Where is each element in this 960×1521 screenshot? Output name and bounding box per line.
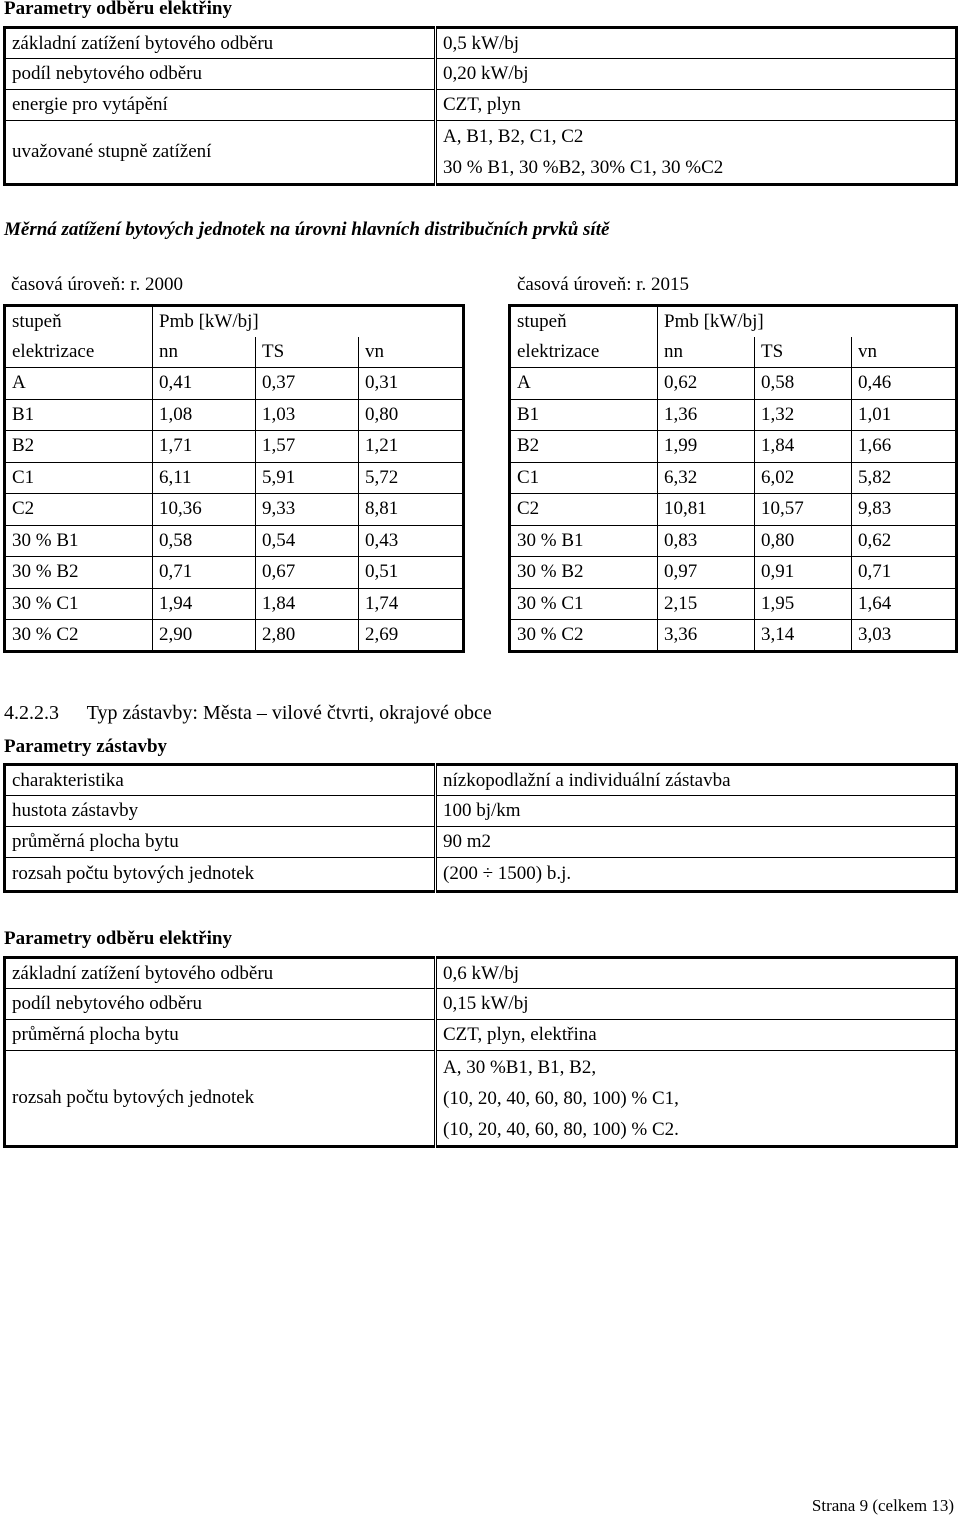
value-cell: 1,95 xyxy=(755,588,852,620)
value-cell: 2,80 xyxy=(256,620,359,652)
table-row xyxy=(510,588,957,620)
value-cell: 0,51 xyxy=(359,557,464,589)
table-row xyxy=(510,525,957,557)
row-label: B1 xyxy=(510,399,658,431)
table-row xyxy=(5,588,464,620)
value-cell: 1,36 xyxy=(658,399,755,431)
table-row xyxy=(5,827,957,858)
table-row xyxy=(5,368,464,400)
page-footer: Strana 9 (celkem 13) xyxy=(811,1496,954,1515)
value-cell: 0,43 xyxy=(359,525,464,557)
param-value-line: (10, 20, 40, 60, 80, 100) % C2. xyxy=(443,1118,679,1140)
section-title: Typ zástavby: Města – vilové čtvrti, okrajové obce xyxy=(86,702,492,724)
param-label: hustota zástavby xyxy=(5,796,436,827)
value-cell: 1,57 xyxy=(256,431,359,463)
param-value-line: 30 % B1, 30 %B2, 30% C1, 30 %C2 xyxy=(443,157,724,178)
value-cell: 1,21 xyxy=(359,431,464,463)
value-cell: 3,36 xyxy=(658,620,755,652)
row-label: 30 % B2 xyxy=(510,557,658,589)
value-cell: 1,32 xyxy=(755,399,852,431)
specific-load-heading: Měrná zatížení bytových jednotek na úrovni hlavních distribučních prvků sítě xyxy=(4,219,610,240)
param-label: průměrná plocha bytu xyxy=(5,1020,436,1051)
param-label: energie pro vytápění xyxy=(5,90,436,121)
table-row xyxy=(510,431,957,463)
table-row xyxy=(5,59,957,90)
param-value: 0,5 kW/bj xyxy=(436,28,957,59)
value-cell: 2,15 xyxy=(658,588,755,620)
table-row xyxy=(5,1051,957,1147)
row-label: 30 % C2 xyxy=(5,620,153,652)
value-cell: 0,80 xyxy=(359,399,464,431)
row-label: A xyxy=(5,368,153,400)
header-cell: Pmb [kW/bj] xyxy=(658,306,957,337)
value-cell: 0,91 xyxy=(755,557,852,589)
section-number: 4.2.2.3 xyxy=(4,702,59,724)
header-cell: TS xyxy=(755,337,852,368)
row-label: 30 % B1 xyxy=(510,525,658,557)
param-value: 0,20 kW/bj xyxy=(436,59,957,90)
section2-title: Parametry zástavby xyxy=(4,736,168,757)
value-cell: 8,81 xyxy=(359,494,464,526)
value-cell: 10,57 xyxy=(755,494,852,526)
param-value: 90 m2 xyxy=(436,827,957,858)
section2-table xyxy=(3,763,958,893)
value-cell: 1,01 xyxy=(852,399,957,431)
row-label: B1 xyxy=(5,399,153,431)
table-row xyxy=(510,368,957,400)
header-cell: stupeň xyxy=(5,306,153,337)
param-value: CZT, plyn xyxy=(436,90,957,121)
table-row xyxy=(5,28,957,59)
value-cell: 0,37 xyxy=(256,368,359,400)
value-cell: 0,41 xyxy=(153,368,256,400)
param-label: charakteristika xyxy=(5,765,436,796)
param-value-line: A, B1, B2, C1, C2 xyxy=(443,126,584,147)
value-cell: 1,71 xyxy=(153,431,256,463)
header-cell: Pmb [kW/bj] xyxy=(153,306,464,337)
row-label: A xyxy=(510,368,658,400)
value-cell: 1,03 xyxy=(256,399,359,431)
table-row xyxy=(510,462,957,494)
table-row xyxy=(5,462,464,494)
table-header-row xyxy=(5,306,464,337)
table-row xyxy=(5,90,957,121)
value-cell: 9,83 xyxy=(852,494,957,526)
row-label: C2 xyxy=(5,494,153,526)
value-cell: 6,32 xyxy=(658,462,755,494)
param-label: základní zatížení bytového odběru xyxy=(5,958,436,989)
value-cell: 0,54 xyxy=(256,525,359,557)
table-row xyxy=(5,765,957,796)
param-label: rozsah počtu bytových jednotek xyxy=(5,1051,436,1147)
table-header-row xyxy=(5,337,464,368)
value-cell: 0,97 xyxy=(658,557,755,589)
table-row xyxy=(510,557,957,589)
header-cell: elektrizace xyxy=(5,337,153,368)
value-cell: 6,11 xyxy=(153,462,256,494)
value-cell: 0,67 xyxy=(256,557,359,589)
table-row xyxy=(5,796,957,827)
header-cell: TS xyxy=(256,337,359,368)
value-cell: 2,69 xyxy=(359,620,464,652)
value-cell: 5,72 xyxy=(359,462,464,494)
header-cell: elektrizace xyxy=(510,337,658,368)
param-value-line: A, 30 %B1, B1, B2, xyxy=(443,1056,597,1078)
row-label: 30 % B1 xyxy=(5,525,153,557)
row-label: 30 % C1 xyxy=(510,588,658,620)
section3-title: Parametry odběru elektřiny xyxy=(4,928,232,949)
param-value: 0,6 kW/bj xyxy=(436,958,957,989)
table-2000-caption: časová úroveň: r. 2000 xyxy=(11,274,184,295)
value-cell: 1,84 xyxy=(256,588,359,620)
header-cell: vn xyxy=(359,337,464,368)
table-header-row xyxy=(510,337,957,368)
table-row xyxy=(5,1020,957,1051)
value-cell: 2,90 xyxy=(153,620,256,652)
value-cell: 0,46 xyxy=(852,368,957,400)
table-row xyxy=(5,431,464,463)
row-label: 30 % C2 xyxy=(510,620,658,652)
value-cell: 1,64 xyxy=(852,588,957,620)
value-cell: 1,94 xyxy=(153,588,256,620)
table-2015-caption: časová úroveň: r. 2015 xyxy=(517,274,690,295)
param-value: CZT, plyn, elektřina xyxy=(436,1020,957,1051)
param-value xyxy=(436,1051,957,1147)
table-row xyxy=(5,958,957,989)
param-value: 100 bj/km xyxy=(436,796,957,827)
value-cell: 5,91 xyxy=(256,462,359,494)
param-label: rozsah počtu bytových jednotek xyxy=(5,858,436,892)
table-row xyxy=(5,494,464,526)
param-label: základní zatížení bytového odběru xyxy=(5,28,436,59)
param-value: 0,15 kW/bj xyxy=(436,989,957,1020)
row-label: C1 xyxy=(510,462,658,494)
row-label: C1 xyxy=(5,462,153,494)
table-row xyxy=(510,399,957,431)
table-row xyxy=(510,494,957,526)
section1-table xyxy=(3,26,958,186)
param-label: uvažované stupně zatížení xyxy=(5,121,436,185)
value-cell: 3,14 xyxy=(755,620,852,652)
param-label: podíl nebytového odběru xyxy=(5,59,436,90)
row-label: 30 % C1 xyxy=(5,588,153,620)
header-cell: stupeň xyxy=(510,306,658,337)
header-cell: nn xyxy=(658,337,755,368)
value-cell: 0,83 xyxy=(658,525,755,557)
row-label: B2 xyxy=(5,431,153,463)
header-cell: vn xyxy=(852,337,957,368)
param-value-line: (10, 20, 40, 60, 80, 100) % C1, xyxy=(443,1087,679,1109)
value-cell: 10,36 xyxy=(153,494,256,526)
table-2015 xyxy=(508,304,958,653)
section-heading xyxy=(4,702,492,725)
table-row xyxy=(5,989,957,1020)
value-cell: 0,62 xyxy=(658,368,755,400)
table-row xyxy=(5,620,464,652)
value-cell: 5,82 xyxy=(852,462,957,494)
table-row xyxy=(5,525,464,557)
param-label: podíl nebytového odběru xyxy=(5,989,436,1020)
value-cell: 0,58 xyxy=(153,525,256,557)
table-row xyxy=(5,858,957,892)
value-cell: 0,71 xyxy=(153,557,256,589)
value-cell: 9,33 xyxy=(256,494,359,526)
value-cell: 0,71 xyxy=(852,557,957,589)
row-label: C2 xyxy=(510,494,658,526)
value-cell: 0,62 xyxy=(852,525,957,557)
header-cell: nn xyxy=(153,337,256,368)
value-cell: 0,80 xyxy=(755,525,852,557)
param-value xyxy=(436,121,957,185)
value-cell: 3,03 xyxy=(852,620,957,652)
param-value: nízkopodlažní a individuální zástavba xyxy=(436,765,957,796)
table-2000 xyxy=(3,304,465,653)
table-row xyxy=(5,399,464,431)
value-cell: 1,08 xyxy=(153,399,256,431)
table-row xyxy=(5,557,464,589)
table-header-row xyxy=(510,306,957,337)
value-cell: 10,81 xyxy=(658,494,755,526)
value-cell: 0,31 xyxy=(359,368,464,400)
row-label: B2 xyxy=(510,431,658,463)
value-cell: 0,58 xyxy=(755,368,852,400)
value-cell: 1,99 xyxy=(658,431,755,463)
value-cell: 1,84 xyxy=(755,431,852,463)
param-label: průměrná plocha bytu xyxy=(5,827,436,858)
section3-table xyxy=(3,956,958,1148)
value-cell: 1,74 xyxy=(359,588,464,620)
value-cell: 6,02 xyxy=(755,462,852,494)
value-cell: 1,66 xyxy=(852,431,957,463)
row-label: 30 % B2 xyxy=(5,557,153,589)
param-value: (200 ÷ 1500) b.j. xyxy=(436,858,957,892)
table-row xyxy=(5,121,957,185)
table-row xyxy=(510,620,957,652)
section1-title: Parametry odběru elektřiny xyxy=(4,0,232,19)
